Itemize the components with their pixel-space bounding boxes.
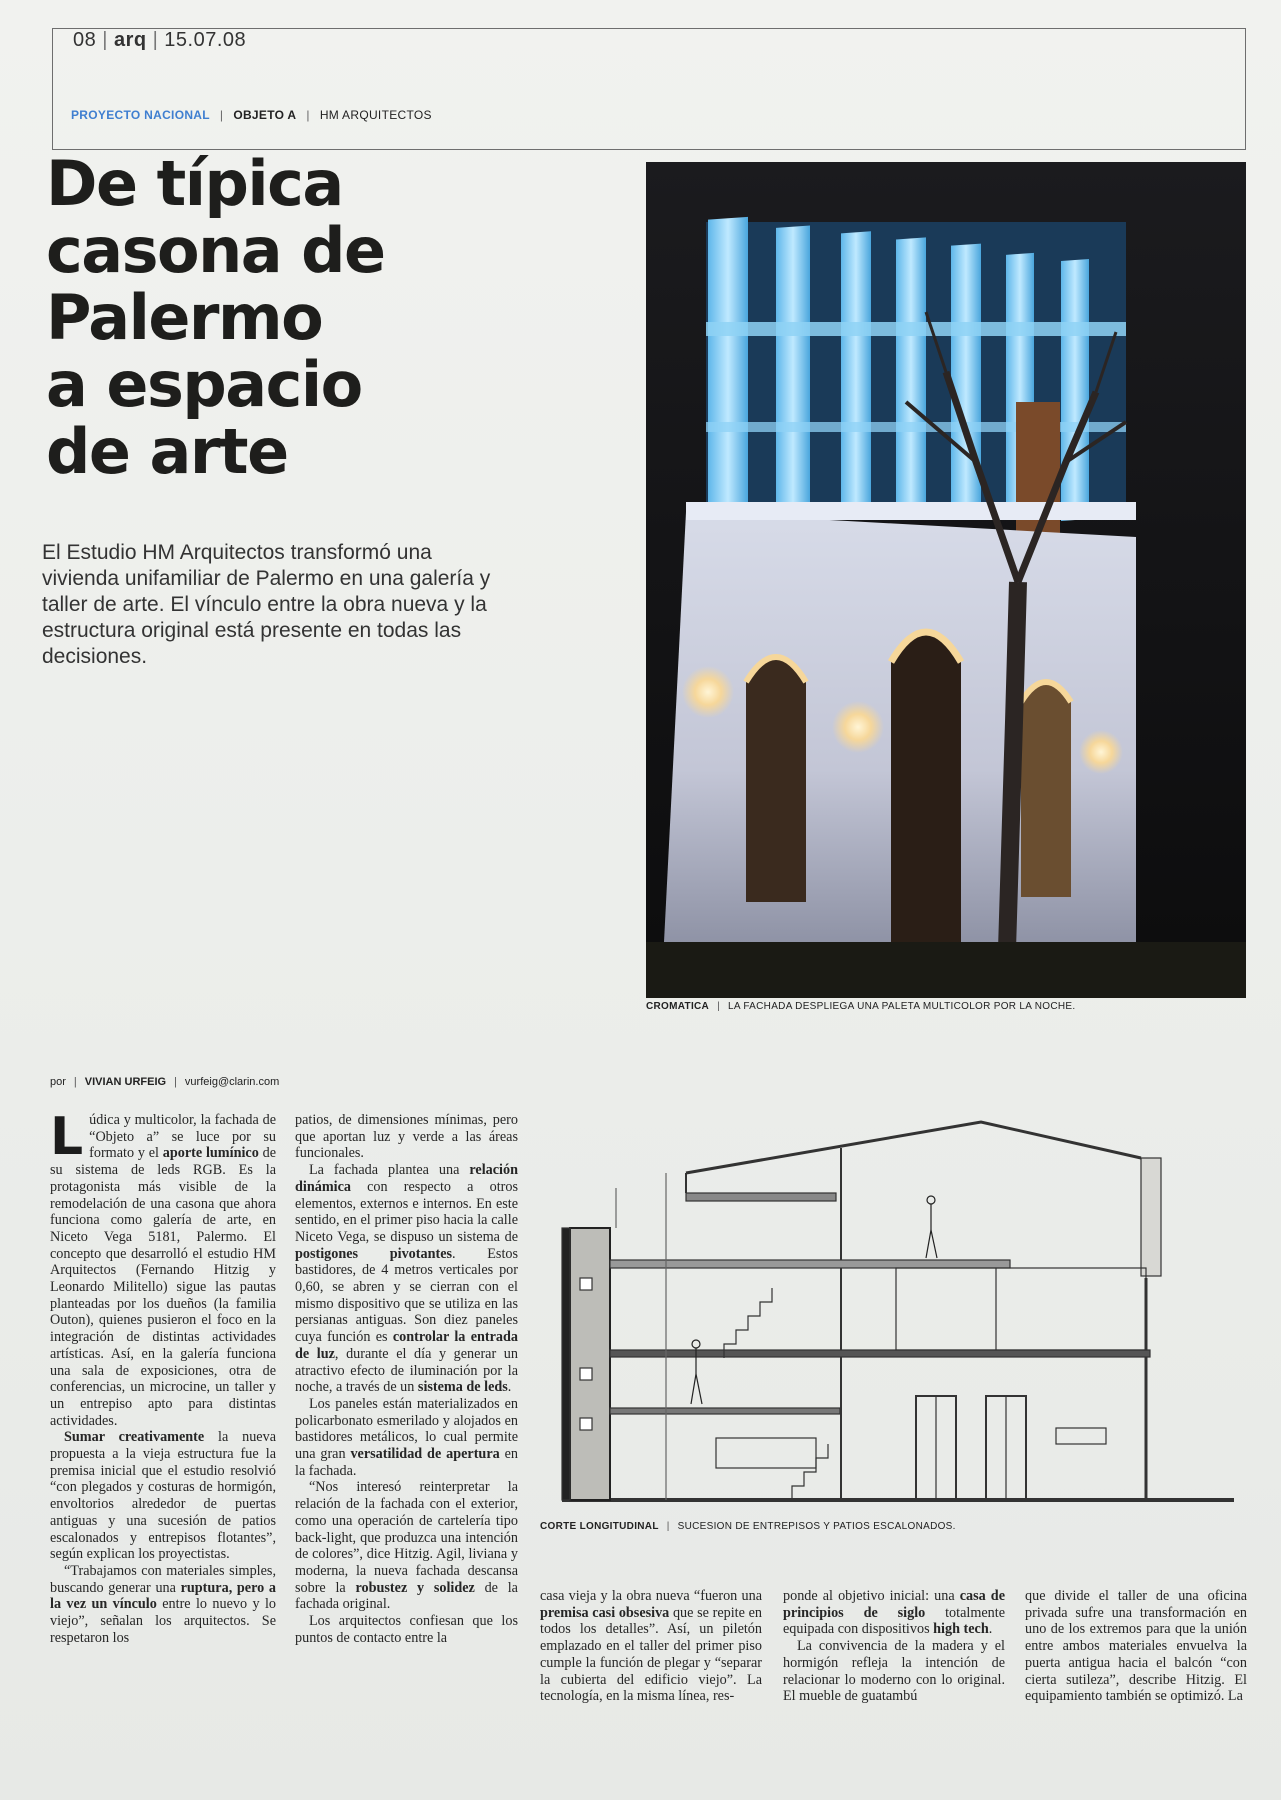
article-text: La fachada plantea una xyxy=(309,1162,470,1179)
article-column-5 xyxy=(1025,1588,1247,1705)
article-text: údica y multicolor, la fachada de “Objeto a” se luce por su formato y el xyxy=(89,1112,276,1162)
byline-email[interactable]: vurfeig@clarin.com xyxy=(184,1076,280,1088)
article-text: Los paneles están materializados en policarbonato esmerilado y alojados en bastidores metálicos, lo cual permite una gran xyxy=(295,1395,518,1463)
article-bold: aporte lumínico xyxy=(162,1145,259,1162)
photo-caption-label: CROMATICA xyxy=(646,1001,710,1012)
headline xyxy=(46,147,646,488)
article-text: de la fachada original. xyxy=(295,1579,518,1613)
article-text: patios, de dimensiones mínimas, pero que aportan luz y verde a las áreas funcionales. xyxy=(295,1112,518,1162)
article-bold: premisa casi obsesiva xyxy=(540,1604,670,1621)
article-bold: versatilidad de apertura xyxy=(350,1446,500,1463)
headline-line: Palermo xyxy=(46,281,323,354)
article-text: totalmente equipada con dispositivos xyxy=(783,1604,1005,1638)
article-text: entre lo nuevo y lo viejo”, señalan los arquitectos. Se respetaron los xyxy=(50,1596,276,1646)
article-column-3 xyxy=(540,1588,762,1705)
article-text: La convivencia de la madera y el hormigón refleja la intención de relacionar lo moderno con lo original. El mueble de guatambú xyxy=(783,1638,1005,1705)
lead-paragraph: El Estudio HM Arquitectos transformó una vivienda unifamiliar de Palermo en una galería y taller de arte. El vínculo entre la obra nueva y la estructura original está presente en todas las decisiones. xyxy=(42,541,491,668)
article-text: . xyxy=(988,1621,993,1638)
article-column-4 xyxy=(783,1588,1005,1705)
article-bold: robustez y solidez xyxy=(355,1579,475,1596)
byline: por | VIVIAN URFEIG | vurfeig@clarin.com xyxy=(50,1076,280,1088)
dropcap: L xyxy=(50,1107,84,1167)
article-bold: high tech xyxy=(933,1621,989,1638)
photo-caption-text: LA FACHADA DESPLIEGA UNA PALETA MULTICOLOR POR LA NOCHE. xyxy=(727,1001,1076,1012)
article-bold: relación dinámica xyxy=(295,1162,518,1195)
article-text: de su sistema de leds RGB. Es la protagonista más visible de la remodelación de una casona que ahora funciona como galería de arte, en Niceto Vega 5181, Palermo. El concepto que desarrolló el estudio HM Arquitectos (Fernando Hitzig y Leonardo Militello) sigue las pautas planteadas por los dueños (la familia Outon), quienes pusieron el foco en la integración de distintas actividades artísticas. Así, en la galería funciona una sala de exposiciones, otra de conferencias, un microcine, un taller y un entrepiso apto para distintas actividades. xyxy=(50,1145,276,1429)
article-bold: controlar la entrada de luz xyxy=(295,1329,518,1362)
byline-prefix: por xyxy=(50,1076,66,1088)
section-name: arq xyxy=(113,29,147,51)
article-text: Los arquitectos confiesan que los puntos de contacto entre la xyxy=(295,1613,518,1646)
headline-line: de arte xyxy=(46,415,288,488)
headline-line: casona de xyxy=(46,214,385,287)
article-text: “Trabajamos con materiales simples, buscando generar una xyxy=(50,1562,276,1596)
section-drawing xyxy=(556,1118,1236,1514)
article-bold: ruptura, pero a la vez un vínculo xyxy=(50,1579,276,1613)
article-text: ponde al objetivo inicial: una xyxy=(783,1588,960,1604)
issue-line: 08 | arq | 15.07.08 xyxy=(73,29,247,51)
photo-caption: CROMATICA | LA FACHADA DESPLIEGA UNA PALETA MULTICOLOR POR LA NOCHE. xyxy=(646,1001,1076,1012)
kicker-studio: HM ARQUITECTOS xyxy=(319,108,432,122)
article-column-2 xyxy=(295,1112,518,1647)
kicker: PROYECTO NACIONAL | OBJETO A | HM ARQUITECTOS xyxy=(71,108,432,122)
byline-author: VIVIAN URFEIG xyxy=(84,1076,167,1088)
article-text: . Estos bastidores, de 4 metros verticales por 0,60, se abren y se cierran con el mismo dispositivo que se utiliza en las persianas antiguas. Son diez paneles cuya función es xyxy=(295,1245,519,1346)
article-text: “Nos interesó reinterpretar la relación de la fachada con el exterior, como una operación de cartelería tipo back-light, que produzca una intención de colores”, dice Hitzig. Agil, liviana y moderna, la nueva fachada descansa sobre la xyxy=(295,1479,518,1596)
issue-date: 15.07.08 xyxy=(164,29,247,51)
page-number: 08 xyxy=(73,29,97,51)
page-header xyxy=(52,28,1246,150)
headline-line: a espacio xyxy=(46,348,362,421)
article-text: que se repite en todos los detalles”. Así, un piletón emplazado en el taller del primer piso cumple la función de plegar y “separar la cubierta del edificio viejo”. La tecnología, en la misma línea, res- xyxy=(540,1604,762,1705)
article-bold: sistema de leds xyxy=(417,1379,508,1396)
article-text: casa vieja y la obra nueva “fueron una xyxy=(540,1588,762,1604)
article-bold: postigones pivotantes xyxy=(295,1245,453,1262)
headline-line: De típica xyxy=(46,147,343,220)
article-text: . xyxy=(507,1379,512,1396)
kicker-category: PROYECTO NACIONAL xyxy=(71,108,210,122)
drawing-caption-label: CORTE LONGITUDINAL xyxy=(540,1521,659,1532)
scale-figures xyxy=(691,1196,937,1404)
drawing-caption-text: SUCESION DE ENTREPISOS Y PATIOS ESCALONADOS. xyxy=(677,1521,956,1532)
kicker-work: OBJETO A xyxy=(233,108,297,122)
article-bold: Sumar creativamente xyxy=(64,1429,205,1446)
drawing-caption: CORTE LONGITUDINAL | SUCESION DE ENTREPISOS Y PATIOS ESCALONADOS. xyxy=(540,1521,956,1532)
facade-photo xyxy=(646,162,1246,998)
article-text: en la fachada. xyxy=(295,1446,518,1479)
article-column-1 xyxy=(50,1107,276,1647)
article-bold: casa de principios de siglo xyxy=(783,1588,1005,1621)
article-text: la nueva propuesta a la vieja estructura fue la premisa inicial que el estudio resolvió “con plegados y costuras de hormigón, envoltorios alrededor de puertas antiguas y una sucesión de patios escalonados y entrepisos flotantes”, según explican los proyectistas. xyxy=(50,1429,276,1563)
article-text: , durante el día y generar un atractivo efecto de iluminación por la noche, a través de un xyxy=(295,1345,518,1396)
article-text: que divide el taller de una oficina privada sufre una transformación en uno de los extremos para que la unión entre ambos materiales envuelva la puerta antigua hacia el balcón “con cierta sutileza”, describe Hitzig. El equipamiento también se optimizó. La xyxy=(1025,1588,1247,1705)
article-text: con respecto a otros elementos, externos e internos. En este sentido, en el primer piso hacia la calle Niceto Vega, se dispuso un sistema de xyxy=(295,1178,518,1245)
